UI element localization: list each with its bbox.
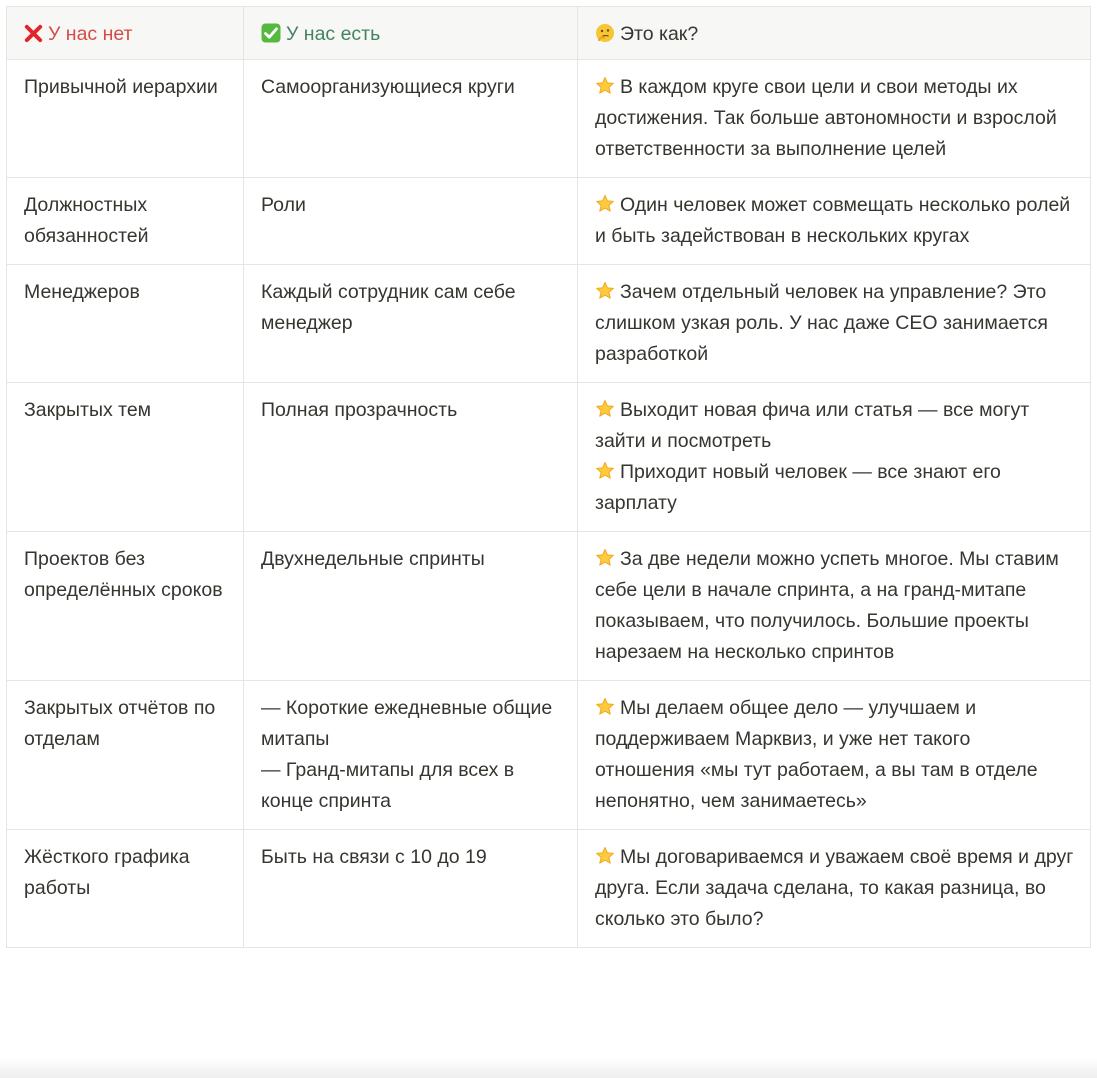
star-icon [595, 76, 615, 96]
cell-yes-line: — Гранд-митапы для всех в конце спринта [261, 759, 515, 812]
table-row [7, 681, 1091, 830]
cell-how-text: За две недели можно успеть многое. Мы ставим себе цели в начале спринта, а на гранд-митапе показываем, что получилось. Большие проекты нарезаем на несколько спринтов [595, 548, 1059, 663]
header-cell-how [578, 7, 1091, 60]
bottom-fade [0, 1058, 1097, 1078]
cell-how-line [595, 395, 1074, 457]
table-row [7, 265, 1091, 383]
star-icon [595, 399, 615, 419]
cell-no [7, 830, 244, 948]
cell-yes [244, 178, 578, 265]
cell-yes-line: — Короткие ежедневные общие митапы [261, 697, 553, 750]
cell-yes [244, 383, 578, 532]
cell-how-text: Мы договариваемся и уважаем своё время и друг друга. Если задача сделана, то какая разница, во сколько это было? [595, 846, 1074, 930]
star-icon [595, 194, 615, 214]
thinking-face-icon [595, 23, 615, 43]
cell-yes [244, 830, 578, 948]
cell-no-text: Проектов без определённых сроков [24, 548, 223, 601]
cell-yes-line: Полная прозрачность [261, 399, 458, 421]
cell-no-text: Должностных обязанностей [24, 194, 149, 247]
star-icon [595, 846, 615, 866]
cell-no [7, 532, 244, 681]
header-no-label: У нас нет [48, 23, 133, 45]
cell-how [578, 60, 1091, 178]
cell-yes-line: Самоорганизующиеся круги [261, 76, 515, 98]
cell-yes [244, 532, 578, 681]
cell-no [7, 178, 244, 265]
header-cell-yes [244, 7, 578, 60]
header-yes-label: У нас есть [286, 23, 381, 45]
cell-how [578, 265, 1091, 383]
cell-how [578, 681, 1091, 830]
cell-how-text: Один человек может совмещать несколько ролей и быть задействован в нескольких кругах [595, 194, 1071, 247]
cell-how [578, 178, 1091, 265]
star-icon [595, 697, 615, 717]
cell-how-line [595, 842, 1074, 935]
cross-mark-icon [24, 24, 43, 43]
header-how-label: Это как? [620, 23, 699, 45]
star-icon [595, 548, 615, 568]
cell-how-line [595, 190, 1074, 252]
cell-yes-line: Двухнедельные спринты [261, 548, 485, 570]
cell-yes-line: Каждый сотрудник сам себе менеджер [261, 281, 516, 334]
cell-yes [244, 681, 578, 830]
cell-how [578, 532, 1091, 681]
cell-no-text: Менеджеров [24, 281, 140, 303]
cell-how-text: Зачем отдельный человек на управление? Это слишком узкая роль. У нас даже CEO занимается разработкой [595, 281, 1048, 365]
cell-no-text: Привычной иерархии [24, 76, 218, 98]
cell-how [578, 383, 1091, 532]
cell-how-line [595, 544, 1074, 668]
table-row [7, 178, 1091, 265]
cell-no-text: Закрытых отчётов по отделам [24, 697, 216, 750]
cell-how-text: Мы делаем общее дело — улучшаем и поддерживаем Марквиз, и уже нет такого отношения «мы тут работаем, а вы там в отделе непонятно, чем занимаетесь» [595, 697, 1038, 812]
cell-how-text: Приходит новый человек — все знают его зарплату [595, 461, 1001, 514]
table-row [7, 532, 1091, 681]
cell-no [7, 681, 244, 830]
cell-no-text: Закрытых тем [24, 399, 152, 421]
comparison-table [6, 6, 1091, 948]
header-cell-no [7, 7, 244, 60]
cell-no-text: Жёсткого графика работы [24, 846, 190, 899]
cell-how-line [595, 72, 1074, 165]
check-mark-button-icon [261, 23, 281, 43]
cell-yes-line: Роли [261, 194, 306, 216]
cell-yes-line: Быть на связи с 10 до 19 [261, 846, 487, 868]
star-icon [595, 281, 615, 301]
cell-no [7, 265, 244, 383]
star-icon [595, 461, 615, 481]
cell-no [7, 383, 244, 532]
cell-how-line [595, 693, 1074, 817]
cell-yes [244, 60, 578, 178]
cell-how-line [595, 277, 1074, 370]
table-header-row [7, 7, 1091, 60]
cell-how [578, 830, 1091, 948]
cell-how-text: В каждом круге свои цели и свои методы их достижения. Так больше автономности и взрослой ответственности за выполнение целей [595, 76, 1057, 160]
comparison-table-container [6, 6, 1090, 948]
table-row [7, 383, 1091, 532]
table-row [7, 830, 1091, 948]
cell-how-text: Выходит новая фича или статья — все могут зайти и посмотреть [595, 399, 1030, 452]
cell-how-line [595, 457, 1074, 519]
cell-yes [244, 265, 578, 383]
cell-no [7, 60, 244, 178]
table-row [7, 60, 1091, 178]
